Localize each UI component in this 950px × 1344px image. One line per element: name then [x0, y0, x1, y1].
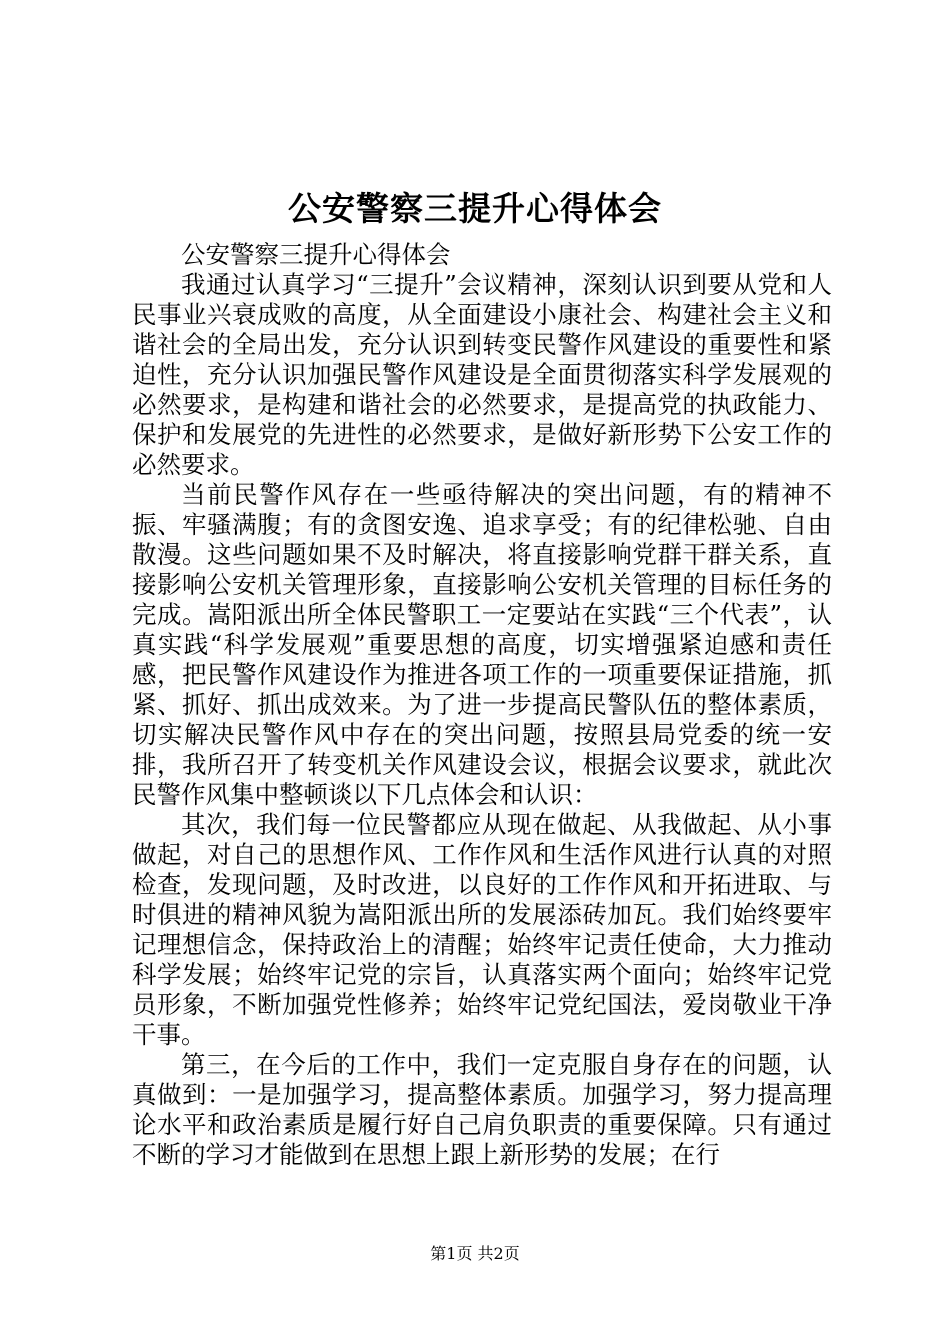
document-body — [132, 240, 832, 1170]
body-paragraph-3: 其次，我们每一位民警都应从现在做起、从我做起、从小事做起，对自己的思想作风、工作作风和生活作风进行认真的对照检查，发现问题，及时改进，以良好的工作作风和开拓进取、与时俱进的精神风貌为嵩阳派出所的发展添砖加瓦。我们始终要牢记理想信念，保持政治上的清醒；始终牢记责任使命，大力推动科学发展；始终牢记党的宗旨，认真落实两个面向；始终牢记党员形象，不断加强党性修养；始终牢记党纪国法，爱岗敬业干净干事。 — [132, 810, 832, 1049]
document-title: 公安警察三提升心得体会 — [288, 189, 662, 228]
body-paragraph-2: 当前民警作风存在一些亟待解决的突出问题，有的精神不振、牢骚满腹；有的贪图安逸、追求享受；有的纪律松驰、自由散漫。这些问题如果不及时解决，将直接影响党群干群关系，直接影响公安机关管理形象，直接影响公安机关管理的目标任务的完成。嵩阳派出所全体民警职工一定要站在实践“三个代表”，认真实践“科学发展观”重要思想的高度，切实增强紧迫感和责任感，把民警作风建设作为推进各项工作的一项重要保证措施，抓紧、抓好、抓出成效来。为了进一步提高民警队伍的整体素质，切实解决民警作风中存在的突出问题，按照县局党委的统一安排，我所召开了转变机关作风建设会议，根据会议要求，就此次民警作风集中整顿谈以下几点体会和认识： — [132, 480, 832, 809]
body-paragraph-1: 我通过认真学习“三提升”会议精神，深刻认识到要从党和人民事业兴衰成败的高度，从全面建设小康社会、构建社会主义和谐社会的全局出发，充分认识到转变民警作风建设的重要性和紧迫性，充分认识加强民警作风建设是全面贯彻落实科学发展观的必然要求，是构建和谐社会的必然要求，是提高党的执政能力、保护和发展党的先进性的必然要求，是做好新形势下公安工作的必然要求。 — [132, 270, 832, 479]
body-paragraph-4: 第三，在今后的工作中，我们一定克服自身存在的问题，认真做到：一是加强学习，提高整体素质。加强学习，努力提高理论水平和政治素质是履行好自己肩负职责的重要保障。只有通过不断的学习才能做到在思想上跟上新形势的发展；在行 — [132, 1050, 832, 1169]
page-number-footer: 第1页 共2页 — [430, 1244, 520, 1263]
document-subtitle: 公安警察三提升心得体会 — [181, 240, 451, 269]
